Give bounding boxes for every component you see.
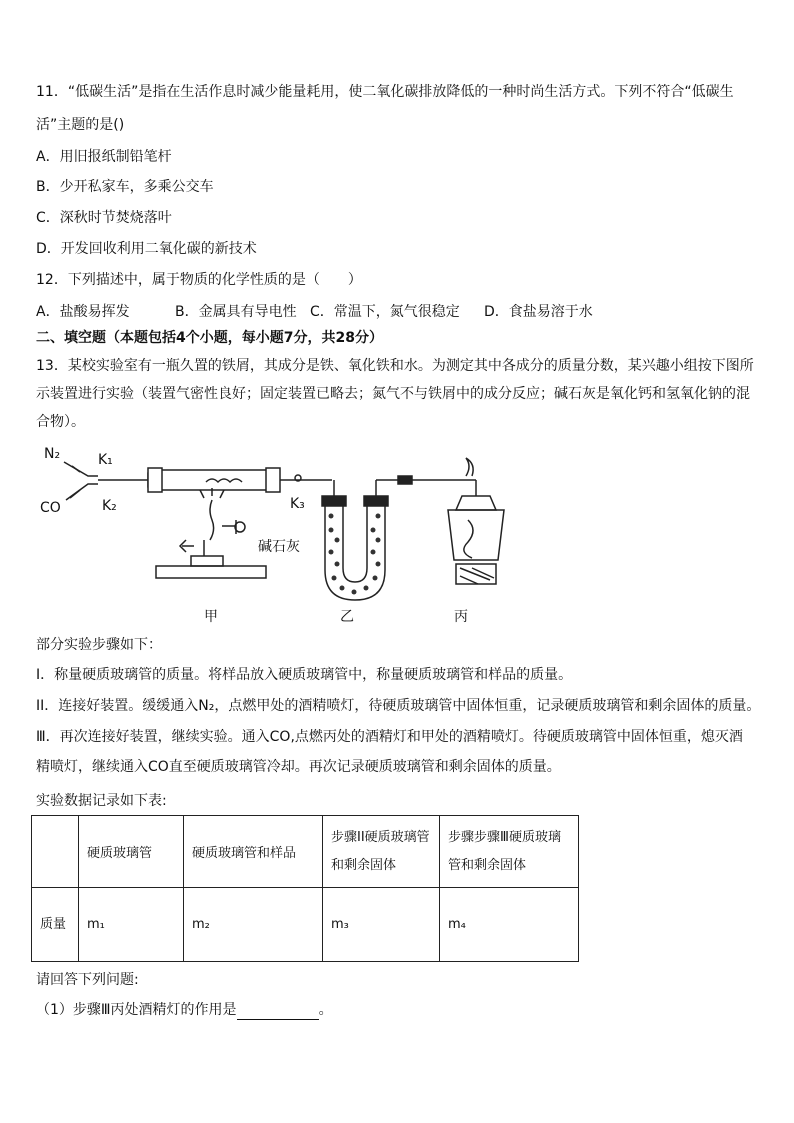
sub-question-1	[36, 1000, 333, 1020]
q11-stem-line2: 活”主题的是()	[36, 117, 125, 133]
answer-blank[interactable]	[237, 1004, 319, 1020]
q11-option-a: A．用旧报纸制铅笔杆	[36, 149, 172, 165]
q12-option-c: C．常温下，氮气很稳定	[310, 304, 460, 320]
q12-stem: 12．下列描述中，属于物质的化学性质的是（ ）	[36, 272, 362, 288]
steps-intro: 部分实验步骤如下：	[36, 637, 162, 653]
table-row-label: 质量	[32, 888, 79, 962]
table-row	[32, 888, 579, 962]
q12-option-b: B．金属具有导电性	[175, 304, 297, 320]
k1-label: K₁	[98, 452, 113, 468]
table-intro: 实验数据记录如下表:	[36, 793, 167, 809]
k2-label: K₂	[102, 498, 117, 514]
q12-option-d: D．食盐易溶于水	[484, 304, 593, 320]
q13-intro: 13．某校实验室有一瓶久置的铁屑，其成分是铁、氧化铁和水。为测定其中各成分的质量分数，某兴趣小组按下图所示装置进行实验（装置气密性良好；固定装置已略去；氮气不与铁屑中的成分反应；碱石灰是氧化钙和氢氧化钠的混合物）。	[36, 358, 754, 430]
step-1: Ⅰ．称量硬质玻璃管的质量。将样品放入硬质玻璃管中，称量硬质玻璃管和样品的质量。	[36, 667, 573, 683]
n2-label: N₂	[44, 446, 61, 462]
table-cell: m₄	[440, 888, 579, 962]
table-cell: m₁	[79, 888, 184, 962]
step-3: Ⅲ．再次连接好装置，继续实验。通入CO,点燃丙处的酒精灯和甲处的酒精喷灯。待硬质玻璃管中固体恒重，熄灭酒精喷灯，继续通入CO直至硬质玻璃管冷却。再次记录硬质玻璃管和剩余固体的质量。	[36, 729, 743, 775]
table-header-cell: 步骤II硬质玻璃管和剩余固体	[323, 816, 440, 888]
table-header-cell: 步骤步骤Ⅲ硬质玻璃管和剩余固体	[440, 816, 579, 888]
apparatus-diagram	[36, 440, 506, 630]
q11-stem-line1: 11．“低碳生活”是指在生活作息时减少能量耗用，使二氧化碳排放降低的一种时尚生活方式。下列不符合“低碳生	[36, 84, 734, 100]
table-header-cell	[32, 816, 79, 888]
bing-label: 丙	[454, 609, 468, 625]
q11-option-b: B．少开私家车，多乘公交车	[36, 179, 214, 195]
table-cell: m₃	[323, 888, 440, 962]
table-header-cell: 硬质玻璃管和样品	[184, 816, 323, 888]
yi-label: 乙	[340, 609, 354, 625]
co-label: CO	[40, 500, 61, 516]
table-header-row	[32, 816, 579, 888]
soda-lime-label: 碱石灰	[258, 539, 300, 555]
q12-option-a: A．盐酸易挥发	[36, 304, 130, 320]
sub-question-1-text: （1）步骤Ⅲ丙处酒精灯的作用是	[36, 1002, 237, 1018]
data-table	[31, 815, 579, 962]
k3-label: K₃	[290, 496, 305, 512]
sub-question-1-end: 。	[318, 1002, 333, 1018]
table-header-cell: 硬质玻璃管	[79, 816, 184, 888]
q11-option-d: D．开发回收利用二氧化碳的新技术	[36, 241, 257, 257]
section-title: 二、填空题（本题包括4个小题，每小题7分，共28分）	[36, 330, 383, 346]
apparatus-drawing	[36, 440, 506, 630]
table-cell: m₂	[184, 888, 323, 962]
answer-intro: 请回答下列问题:	[36, 972, 139, 988]
step-2: II．连接好装置。缓缓通入N₂，点燃甲处的酒精喷灯，待硬质玻璃管中固体恒重，记录硬质玻璃管和剩余固体的质量。	[36, 698, 761, 714]
q11-option-c: C．深秋时节焚烧落叶	[36, 210, 172, 226]
jia-label: 甲	[204, 609, 218, 625]
